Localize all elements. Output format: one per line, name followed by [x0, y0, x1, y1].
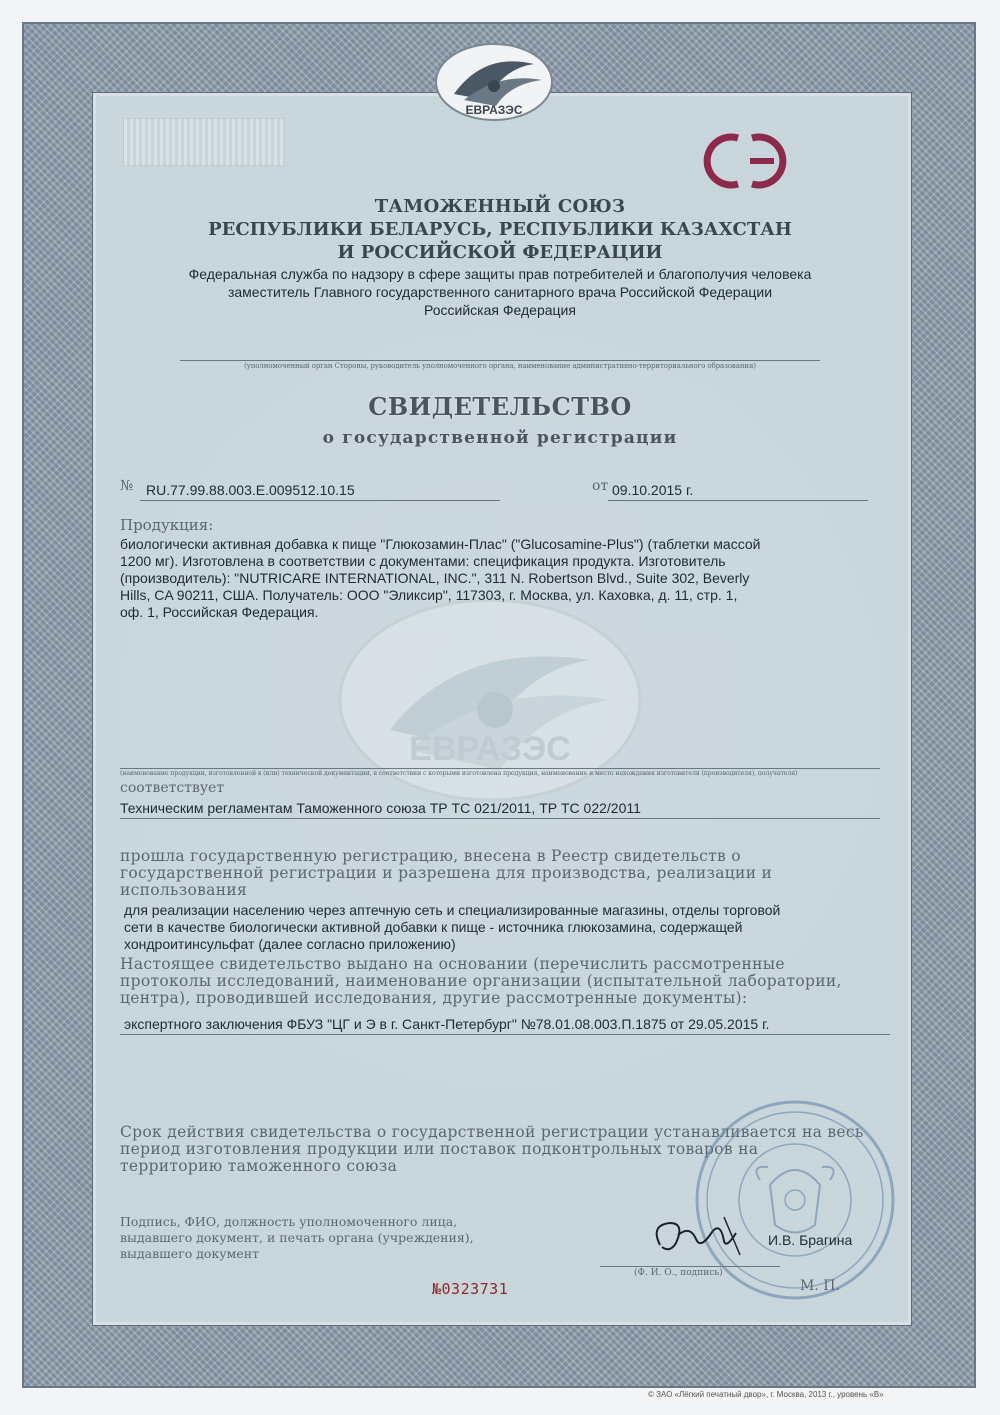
authority-line2: заместитель Главного государственного санитарного врача Российской Федерации — [227, 284, 773, 300]
basis-text-line2: протоколы исследований, наименование организации (испытательной лаборатории, — [120, 972, 842, 990]
product-line2: 1200 мг). Изготовлена в соответствии с документами: спецификация продукта. Изготовитель — [120, 553, 726, 569]
number-label: № — [120, 478, 134, 494]
registration-text-line2: государственной регистрации и разрешена для производства, реализации и — [120, 864, 773, 882]
product-line5: оф. 1, Российская Федерация. — [120, 604, 319, 620]
conformity-value: Техническим регламентам Таможенного союза ТР ТС 021/2011, ТР ТС 022/2011 — [120, 800, 641, 816]
certificate-number: RU.77.99.88.003.Е.009512.10.15 — [146, 482, 355, 498]
product-line4: Hills, CA 90211, США. Получатель: ООО "Эликсир", 117303, г. Москва, ул. Каховка, д. 11, стр. 1, — [120, 587, 738, 603]
serial-number: №0323731 — [432, 1280, 509, 1298]
conformity-label: соответствует — [120, 780, 225, 796]
basis-underline — [120, 1034, 890, 1035]
registration-text-line3: использования — [120, 881, 248, 899]
handwritten-signature — [640, 1205, 760, 1265]
signer-caption: (Ф. И. О., подпись) — [634, 1268, 723, 1278]
seal-label: М. П. — [800, 1278, 840, 1294]
product-label: Продукция: — [120, 516, 214, 534]
number-underline — [140, 500, 500, 501]
use-line2: сети в качестве биологически активной добавки к пище - источника глюкозамина, содержащей — [124, 919, 743, 935]
authority-line3: Российская Федерация — [424, 302, 576, 318]
conformity-mark-icon — [700, 130, 790, 192]
date-label: от — [592, 478, 609, 494]
basis-text-line1: Настоящее свидетельство выдано на основании (перечислить рассмотренные — [120, 955, 785, 973]
signer-name: И.В. Брагина — [768, 1232, 853, 1248]
validity-line1: Срок действия свидетельства о государственной регистрации устанавливается на весь — [120, 1123, 864, 1141]
certificate-title: СВИДЕТЕЛЬСТВО — [368, 392, 632, 421]
basis-text-line3: центра), проводившей исследования, другие рассмотренные документы): — [120, 989, 748, 1007]
authority-caption: (уполномоченный орган Стороны, руководитель уполномоченного органа, наименование административно-территориального образования) — [244, 362, 756, 370]
union-title: ТАМОЖЕННЫЙ СОЮЗ — [374, 196, 626, 217]
eaec-logo — [424, 42, 564, 128]
validity-line3: территорию таможенного союза — [120, 1157, 398, 1175]
signature-underline — [600, 1266, 780, 1267]
validity-line2: период изготовления продукции или поставок подконтрольных товаров на — [120, 1140, 759, 1158]
date-underline — [608, 500, 868, 501]
basis-value: экспертного заключения ФБУЗ "ЦГ и Э в г. Санкт-Петербург" №78.01.08.003.П.1875 от 29.05.2015 г. — [124, 1016, 770, 1032]
eaec-watermark — [330, 600, 650, 820]
certificate-date: 09.10.2015 г. — [612, 482, 694, 498]
logo-text: ЕВРАЗЭС — [465, 103, 523, 117]
product-underline — [120, 768, 880, 769]
authority-underline — [180, 360, 820, 361]
printer-footer: © ЗАО «Лёгкий печатный двор», г. Москва, 2013 г., уровень «В» — [648, 1390, 884, 1399]
conformity-underline — [120, 818, 880, 819]
hologram-strip — [123, 118, 285, 166]
signature-label-line2: выдавшего документ, и печать органа (учреждения), — [120, 1230, 474, 1245]
product-caption: (наименование продукции, изготовленной в (или) технической документации, в соответствии с которыми изготовлена продукция, наименование и место нахождения изготовителя (производителя), получателя) — [120, 770, 798, 777]
use-line1: для реализации населению через аптечную сеть и специализированные магазины, отделы торговой — [124, 902, 781, 918]
product-line1: биологически активная добавка к пище "Глюкозамин-Плас" ("Glucosamine-Plus") (таблетки массой — [120, 536, 761, 552]
registration-text-line1: прошла государственную регистрацию, внесена в Реестр свидетельств о — [120, 847, 741, 865]
certificate-subtitle: о государственной регистрации — [322, 428, 678, 448]
svg-text:ЕВРАЗЭС: ЕВРАЗЭС — [409, 730, 571, 768]
union-title-line3: И РОССИЙСКОЙ ФЕДЕРАЦИИ — [337, 242, 663, 263]
signature-label-line1: Подпись, ФИО, должность уполномоченного лица, — [120, 1214, 458, 1229]
use-line3: хондроитинсульфат (далее согласно приложению) — [124, 936, 456, 952]
union-title-line2: РЕСПУБЛИКИ БЕЛАРУСЬ, РЕСПУБЛИКИ КАЗАХСТАН — [208, 219, 792, 240]
product-line3: (производитель): "NUTRICARE INTERNATIONAL, INC.", 311 N. Robertson Blvd., Suite 302, Beverly — [120, 570, 750, 586]
authority-line1: Федеральная служба по надзору в сфере защиты прав потребителей и благополучия человека — [188, 266, 812, 282]
signature-label-line3: выдавшего документ — [120, 1246, 259, 1261]
